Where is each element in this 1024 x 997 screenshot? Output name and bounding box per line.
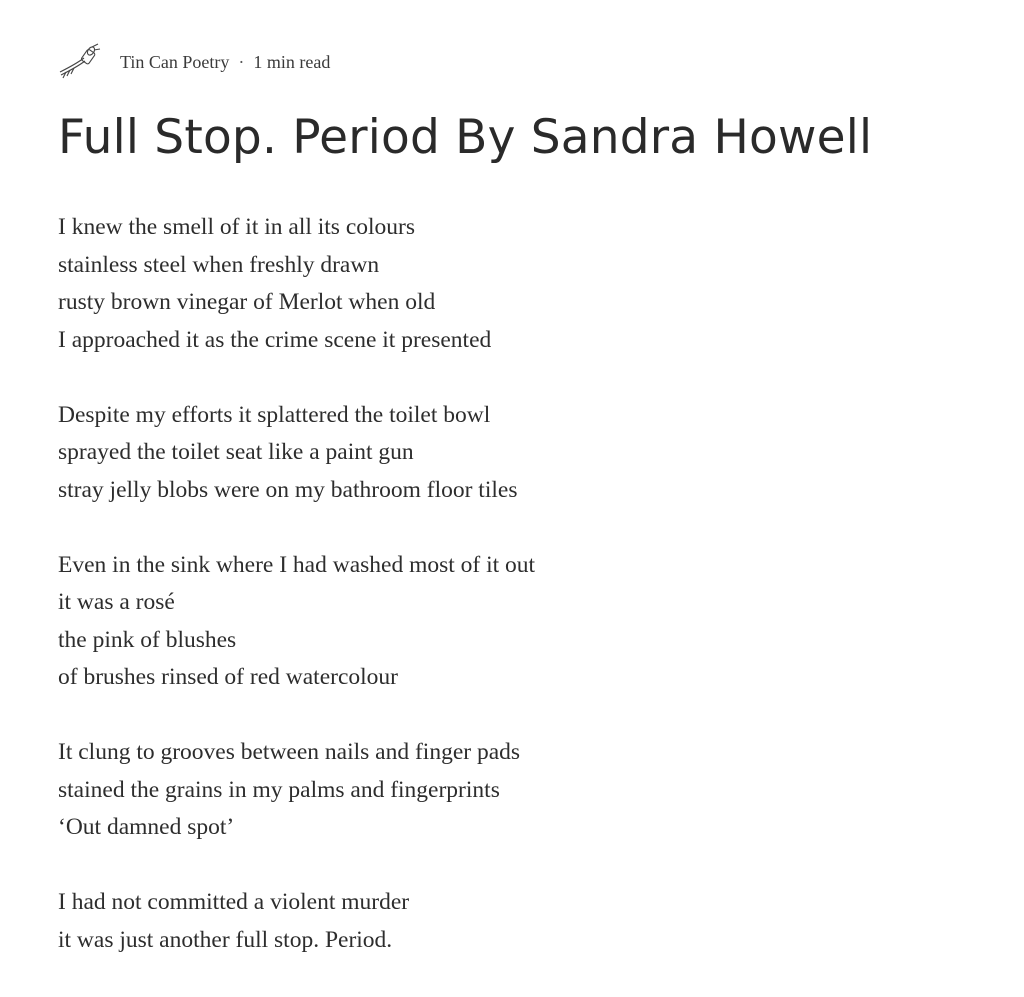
poem-line: Even in the sink where I had washed most of it out: [58, 551, 536, 578]
poem-line: it was a rosé: [58, 589, 175, 615]
poem-line: it was just another full stop. Period.: [58, 926, 393, 953]
byline-separator: ·: [238, 51, 245, 72]
tin-can-phone-icon[interactable]: [58, 42, 102, 82]
stanza-2: [58, 397, 535, 510]
stanza-1: [58, 209, 535, 359]
article-byline: [58, 42, 330, 82]
poem-line: Despite my efforts it splattered the toilet bowl: [58, 401, 491, 428]
poem-line: rusty brown vinegar of Merlot when old: [58, 289, 436, 315]
poem-line: the pink of blushes: [58, 626, 237, 653]
poem-line: I had not committed a violent murder: [58, 889, 410, 915]
poem-line: of brushes rinsed of red watercolour: [58, 664, 398, 690]
article-title: Full Stop. Period By Sandra Howell: [58, 110, 873, 165]
publication-name[interactable]: Tin Can Poetry: [120, 51, 230, 72]
poem-line: sprayed the toilet seat like a paint gun: [58, 439, 414, 465]
poem-line: stainless steel when freshly drawn: [58, 251, 380, 278]
poem-line: stray jelly blobs were on my bathroom floor tiles: [58, 476, 518, 503]
poem-line: stained the grains in my palms and fingerprints: [58, 776, 500, 803]
stanza-4: [58, 734, 535, 847]
poem-line: I approached it as the crime scene it presented: [58, 326, 492, 353]
poem-line: It clung to grooves between nails and finger pads: [58, 739, 521, 765]
poem-line: I knew the smell of it in all its colours: [58, 214, 416, 240]
stanza-5: [58, 884, 535, 959]
poem-body: [58, 209, 535, 997]
poem-line: ‘Out damned spot’: [58, 814, 235, 840]
read-time: 1 min read: [253, 51, 331, 72]
stanza-3: [58, 547, 535, 697]
